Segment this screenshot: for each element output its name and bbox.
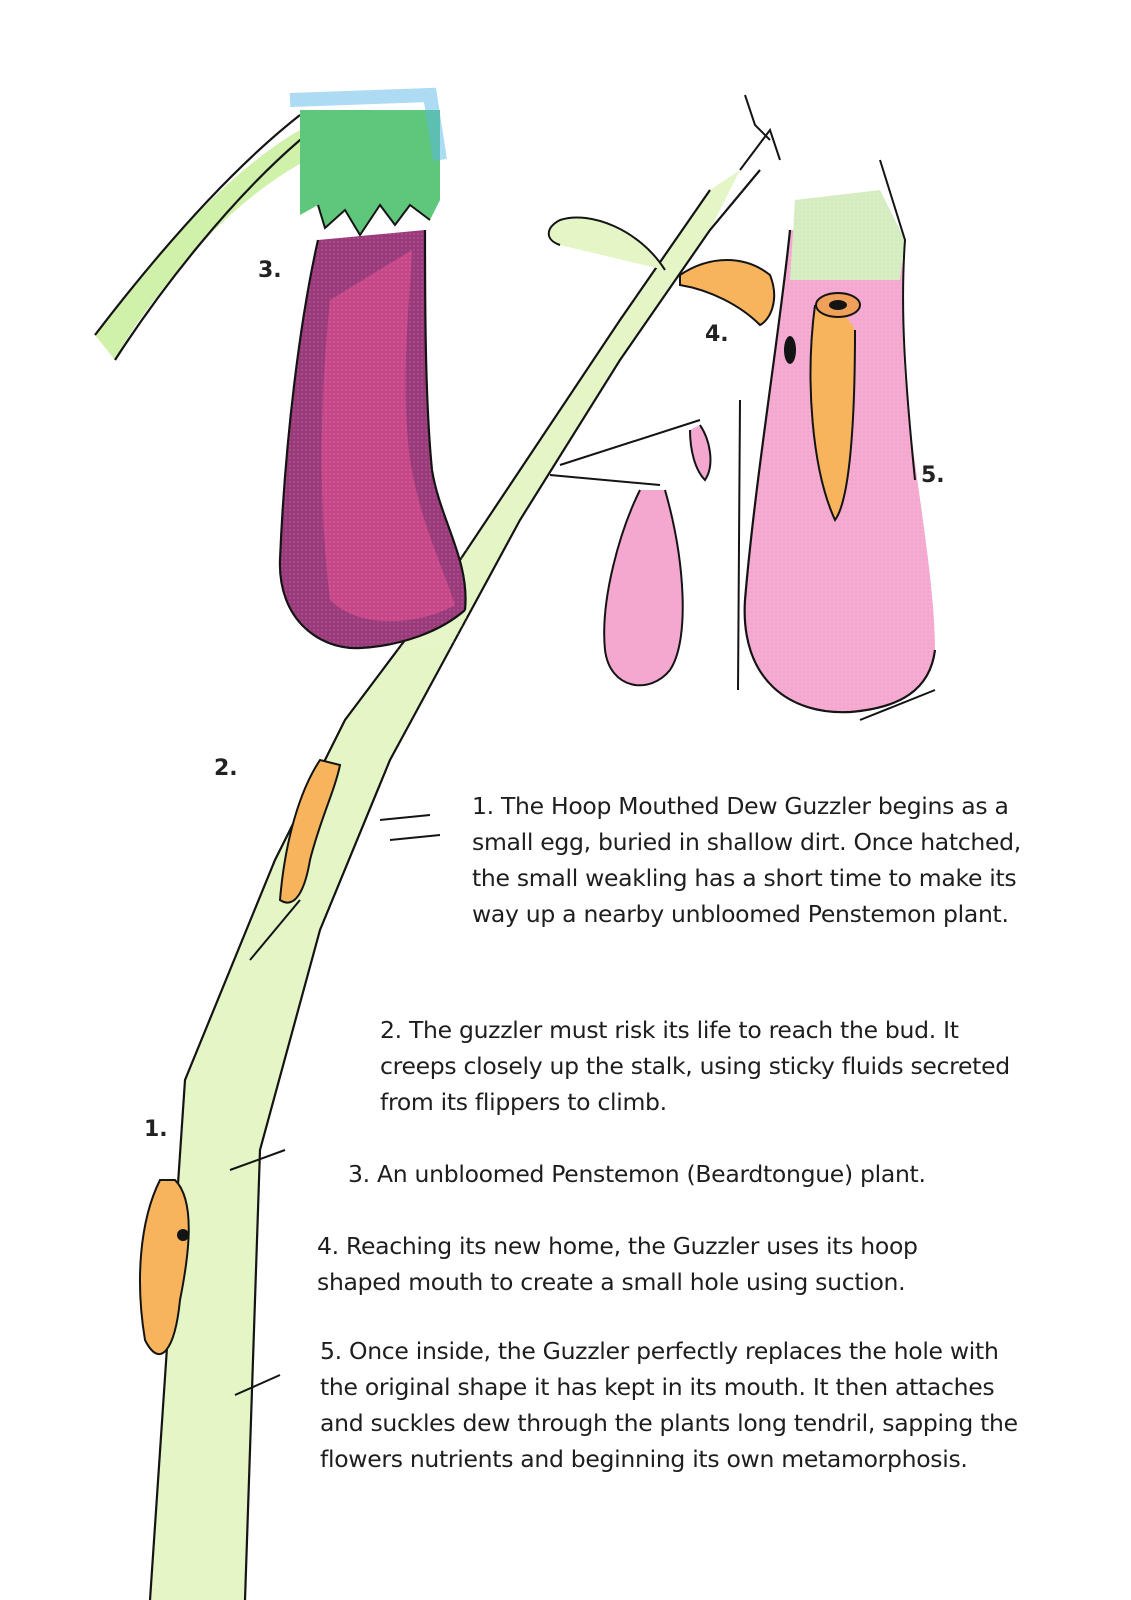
caption-4: 4. Reaching its new home, the Guzzler uses its hoop shaped mouth to create a small hole using suction. (317, 1232, 918, 1296)
pink-flower-small (604, 425, 710, 685)
marker-3: 3. (258, 258, 282, 283)
unbloomed-bud (278, 95, 468, 650)
marker-4: 4. (705, 322, 729, 347)
caption-5: 5. Once inside, the Guzzler perfectly replaces the hole with the original shape it has kept in its mouth. It then attaches and suckles dew through the plants long tendril, sapping the flowers nutrients and beginning its own metamorphosis. (320, 1337, 1018, 1473)
marker-2: 2. (214, 756, 238, 781)
caption-1: 1. The Hoop Mouthed Dew Guzzler begins as a small egg, buried in shallow dirt. Once hatched, the small weakling has a short time to make its way up a nearby unbloomed Penstemon plant. (472, 792, 1021, 928)
caption-2: 2. The guzzler must risk its life to reach the bud. It creeps closely up the stalk, using sticky fluids secreted from its flippers to climb. (380, 1016, 1010, 1116)
marker-5: 5. (921, 463, 945, 488)
marker-1: 1. (144, 1117, 168, 1142)
caption-3: 3. An unbloomed Penstemon (Beardtongue) plant. (348, 1160, 926, 1188)
